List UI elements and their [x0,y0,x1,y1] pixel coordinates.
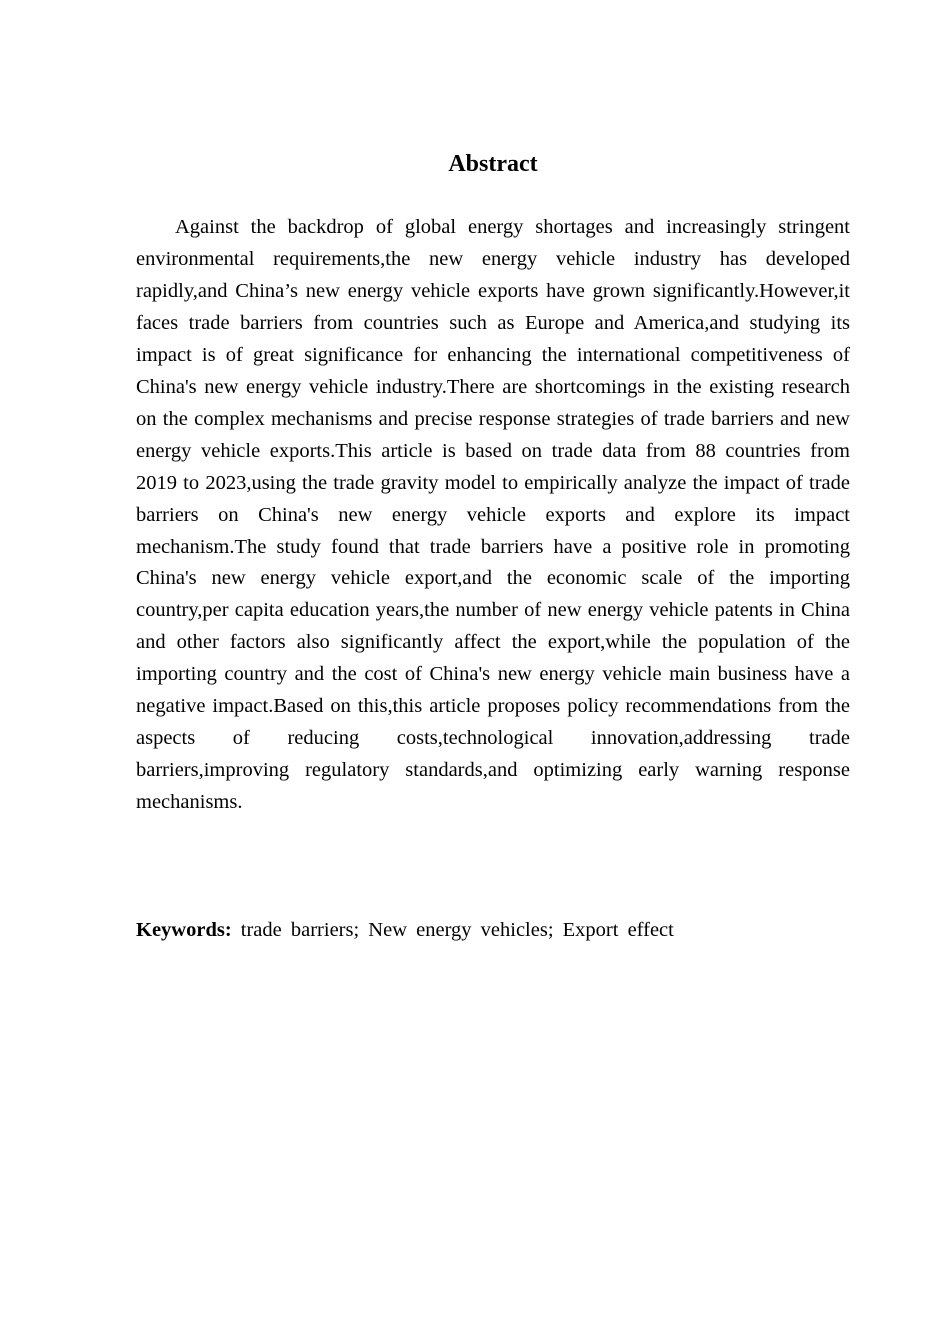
keywords-text: trade barriers; New energy vehicles; Export effect [240,919,674,941]
keywords-line [136,914,850,946]
keywords-label: Keywords: [136,919,232,941]
abstract-paragraph: Against the backdrop of global energy shortages and increasingly stringent environmental requirements,the new energy vehicle industry has developed rapidly,and China’s new energy vehicle exports have grown significantly.However,it faces trade barriers from countries such as Europe and America,and studying its impact is of great significance for enhancing the international competitiveness of China's new energy vehicle industry.There are shortcomings in the existing research on the complex mechanisms and precise response strategies of trade barriers and new energy vehicle exports.This article is based on trade data from 88 countries from 2019 to 2023,using the trade gravity model to empirically analyze the impact of trade barriers on China's new energy vehicle exports and explore its impact mechanism.The study found that trade barriers have a positive role in promoting China's new energy vehicle export,and the economic scale of the importing country,per capita education years,the number of new energy vehicle patents in China and other factors also significantly affect the export,while the population of the importing country and the cost of China's new energy vehicle main business have a negative impact.Based on this,this article proposes policy recommendations from the aspects of reducing costs,technological innovation,addressing trade barriers,improving regulatory standards,and optimizing early warning response mechanisms. [136,216,850,814]
page-title: Abstract [448,151,538,177]
